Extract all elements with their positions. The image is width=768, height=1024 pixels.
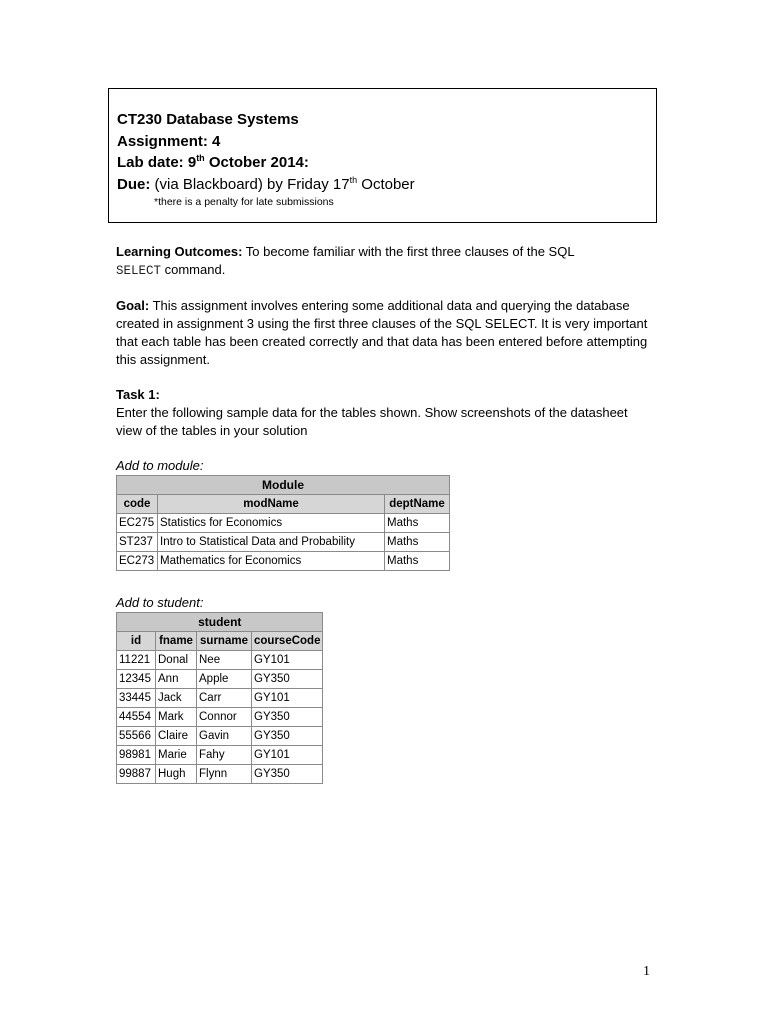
module-table-title: Module [117, 476, 450, 495]
page-number: 1 [643, 964, 650, 979]
table-cell: Connor [197, 708, 252, 727]
table-cell: GY350 [252, 765, 323, 784]
table-cell: Fahy [197, 746, 252, 765]
table-cell: EC273 [117, 552, 158, 571]
table-row [117, 727, 323, 746]
table-cell: Maths [385, 533, 450, 552]
due-label: Due: [117, 175, 151, 193]
table-cell: Nee [197, 651, 252, 670]
lab-date-suffix: October 2014: [204, 154, 309, 171]
task1-paragraph [116, 386, 656, 440]
table-cell: 98981 [117, 746, 156, 765]
table-cell: EC275 [117, 514, 158, 533]
learning-outcomes [116, 243, 656, 280]
column-header: code [117, 495, 158, 514]
table-cell: 11221 [117, 651, 156, 670]
student-table [116, 612, 323, 784]
table-cell: Maths [385, 552, 450, 571]
module-caption [116, 457, 656, 475]
penalty-note: *there is a penalty for late submissions [154, 196, 334, 208]
module-table [116, 475, 450, 571]
module-table-title-row [117, 476, 450, 495]
table-cell: Flynn [197, 765, 252, 784]
table-cell: Hugh [156, 765, 197, 784]
learning-outcomes-label: Learning Outcomes: [116, 244, 243, 259]
table-row [117, 765, 323, 784]
column-header: modName [158, 495, 385, 514]
table-row [117, 651, 323, 670]
table-cell: 55566 [117, 727, 156, 746]
column-header: fname [156, 632, 197, 651]
learning-outcomes-text2: command. [161, 262, 226, 277]
lab-date [117, 152, 656, 174]
table-cell: Mark [156, 708, 197, 727]
module-caption-text: Add to module: [116, 458, 204, 473]
table-cell: 33445 [117, 689, 156, 708]
table-cell: Statistics for Economics [158, 514, 385, 533]
table-cell: Claire [156, 727, 197, 746]
table-row [117, 689, 323, 708]
assignment-header-box [108, 88, 657, 223]
select-keyword: SELECT [116, 264, 162, 278]
student-caption-text: Add to student: [116, 595, 204, 610]
table-cell: GY350 [252, 727, 323, 746]
due-text: (via Blackboard) by Friday 17 [150, 175, 350, 193]
table-cell: Carr [197, 689, 252, 708]
module-table-header [117, 495, 450, 514]
due-sup: th [349, 174, 358, 185]
table-cell: ST237 [117, 533, 158, 552]
column-header: courseCode [252, 632, 323, 651]
table-cell: GY101 [252, 746, 323, 765]
table-cell: GY101 [252, 651, 323, 670]
table-row [117, 533, 450, 552]
table-row [117, 552, 450, 571]
column-header: id [117, 632, 156, 651]
goal-paragraph [116, 297, 656, 369]
table-cell: Ann [156, 670, 197, 689]
due-suffix: October [357, 175, 415, 193]
lab-date-prefix: Lab date: 9 [117, 154, 197, 171]
table-row [117, 670, 323, 689]
column-header: deptName [385, 495, 450, 514]
student-table-header [117, 632, 323, 651]
due-date [117, 174, 656, 196]
table-cell: Intro to Statistical Data and Probability [158, 533, 385, 552]
table-cell: Apple [197, 670, 252, 689]
table-cell: Maths [385, 514, 450, 533]
student-table-title-row [117, 613, 323, 632]
table-cell: GY101 [252, 689, 323, 708]
table-cell: Donal [156, 651, 197, 670]
table-cell: 12345 [117, 670, 156, 689]
table-cell: Jack [156, 689, 197, 708]
table-row [117, 708, 323, 727]
table-cell: GY350 [252, 708, 323, 727]
goal-label: Goal: [116, 298, 150, 313]
student-table-title: student [117, 613, 323, 632]
column-header: surname [197, 632, 252, 651]
table-cell: Gavin [197, 727, 252, 746]
student-caption [116, 594, 656, 612]
table-cell: Mathematics for Economics [158, 552, 385, 571]
assignment-number: Assignment: 4 [117, 132, 221, 150]
table-cell: Marie [156, 746, 197, 765]
task1-label: Task 1: [116, 387, 160, 402]
table-cell: 44554 [117, 708, 156, 727]
table-cell: 99887 [117, 765, 156, 784]
learning-outcomes-text: To become familiar with the first three clauses of the SQL [242, 244, 575, 259]
goal-text: This assignment involves entering some additional data and querying the database created in assignment 3 using the first three clauses of the SQL SELECT. It is very important that each table has been created correctly and that data has been entered before attempting this assignment. [116, 298, 648, 367]
task1-text: Enter the following sample data for the tables shown. Show screenshots of the datasheet view of the tables in your solution [116, 405, 628, 438]
course-title: CT230 Database Systems [117, 111, 299, 128]
table-row [117, 746, 323, 765]
table-row [117, 514, 450, 533]
table-cell: GY350 [252, 670, 323, 689]
lab-date-sup: th [196, 153, 205, 163]
